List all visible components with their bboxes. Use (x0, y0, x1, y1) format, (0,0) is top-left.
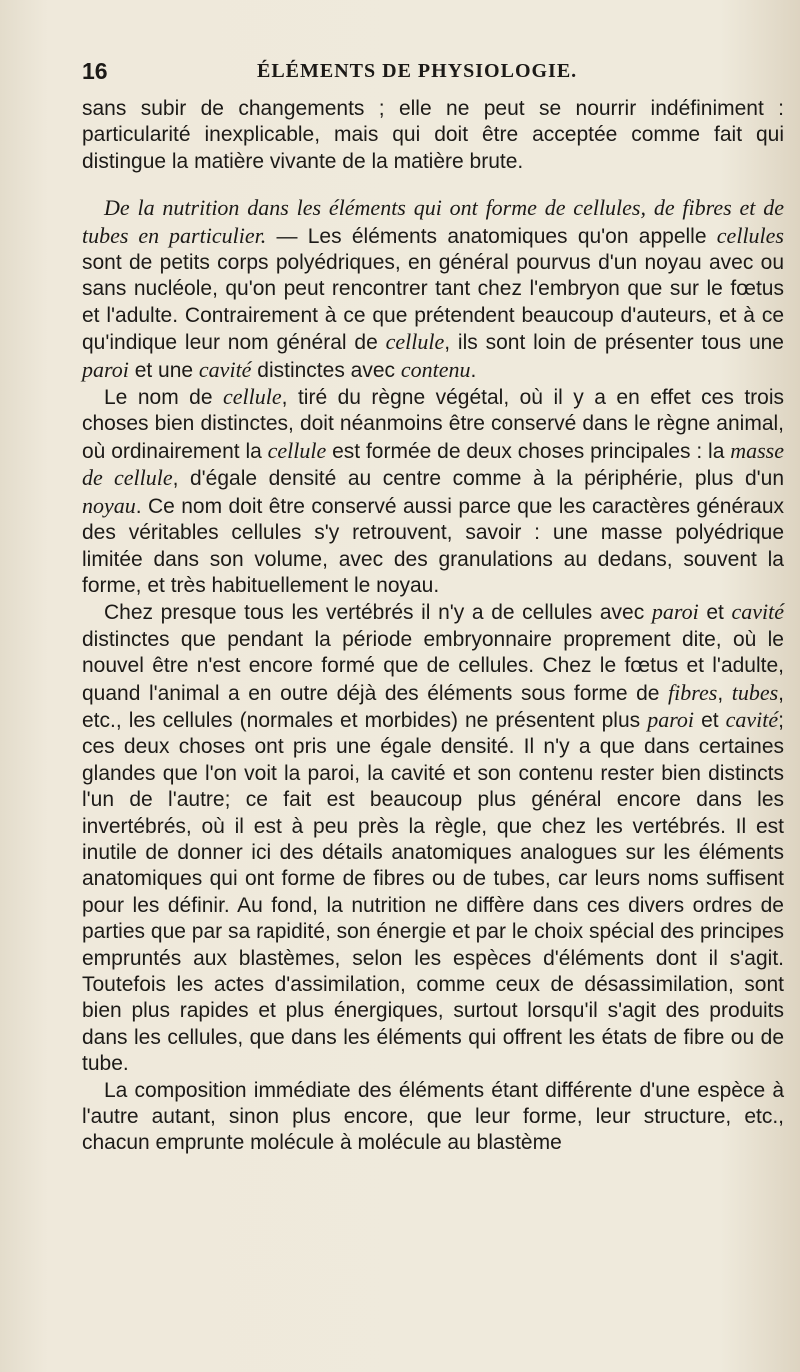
page-number: 16 (82, 58, 108, 84)
page-header (82, 58, 772, 88)
paragraph-1: sans subir de changements ; elle ne peut se nourrir indéfiniment : particularité inexplicable, mais qui doit être acceptée comme fait qui distingue la matière vivante de la matière brute. (82, 97, 784, 173)
paragraph-4: Chez presque tous les vertébrés il n'y a de cellules avec paroi et cavité distinctes que pendant la période embryonnaire proprement dite, où le nouvel être n'est encore formé que de cellules. Chez le fœtus et l'adulte, quand l'animal a en outre déjà des éléments sous forme de fibres, tubes, etc., les cellules (normales et morbides) ne présentent plus paroi et cavité; ces deux choses ont pris une égale densité. Il n'y a que dans certaines glandes que l'on voit la paroi, la cavité et son contenu rester bien distincts l'un de l'autre; ce fait est beaucoup plus général encore dans les invertébrés, où il est à peu près la règle, que chez les vertébrés. Il est inutile de donner ici des détails anatomiques analogues sur les éléments anatomiques qui ont forme de fibres ou de tubes, car leurs noms suffisent pour les définir. Au fond, la nutrition ne diffère dans ces divers ordres de parties que par sa rapidité, son énergie et par le choix spécial des principes empruntés aux blastèmes, selon les espèces d'éléments dont il s'agit. Toutefois les actes d'assimilation, comme ceux de désassimilation, sont bien plus rapides et plus énergiques, surtout lorsqu'il s'agit des produits dans les cellules, que dans les éléments qui offrent les états de fibre ou de tube. (82, 599, 785, 1076)
paragraph-5: La composition immédiate des éléments étant différente d'une espèce à l'autre autant, sinon plus encore, que leur forme, leur structure, etc., chacun emprunte molécule à molécule au blastème (82, 1078, 784, 1155)
running-title: ÉLÉMENTS DE PHYSIOLOGIE. (257, 60, 578, 82)
paragraph-2: De la nutrition dans les éléments qui ont forme de cellules, de fibres et de tubes en particulier. — Les éléments anatomiques qu'on appelle cellules sont de petits corps polyédriques, en général pourvus d'un noyau avec ou sans nucléole, qu'on peut rencontrer tant chez l'embryon que sur le fœtus et l'adulte. Contrairement à ce que prétendent beaucoup d'auteurs, et à ce qu'indique leur nom général de cellule, ils sont loin de présenter tous une paroi et une cavité distinctes avec contenu. (82, 195, 784, 382)
body-text (82, 96, 784, 1157)
section-heading: De la nutrition dans les éléments qui ont forme de cellules, de fibres et de tubes en particulier. (82, 195, 784, 248)
paragraph-3: Le nom de cellule, tiré du règne végétal, où il y a en effet ces trois choses bien distinctes, doit néanmoins être conservé dans le règne animal, où ordinairement la cellule est formée de deux choses principales : la masse de cellule, d'égale densité au centre comme à la périphérie, plus d'un noyau. Ce nom doit être conservé aussi parce que les caractères généraux des véritables cellules s'y retrouvent, savoir : une masse polyédrique limitée dans son volume, avec des granulations au dedans, souvent la forme, et très habituellement le noyau. (82, 384, 785, 597)
